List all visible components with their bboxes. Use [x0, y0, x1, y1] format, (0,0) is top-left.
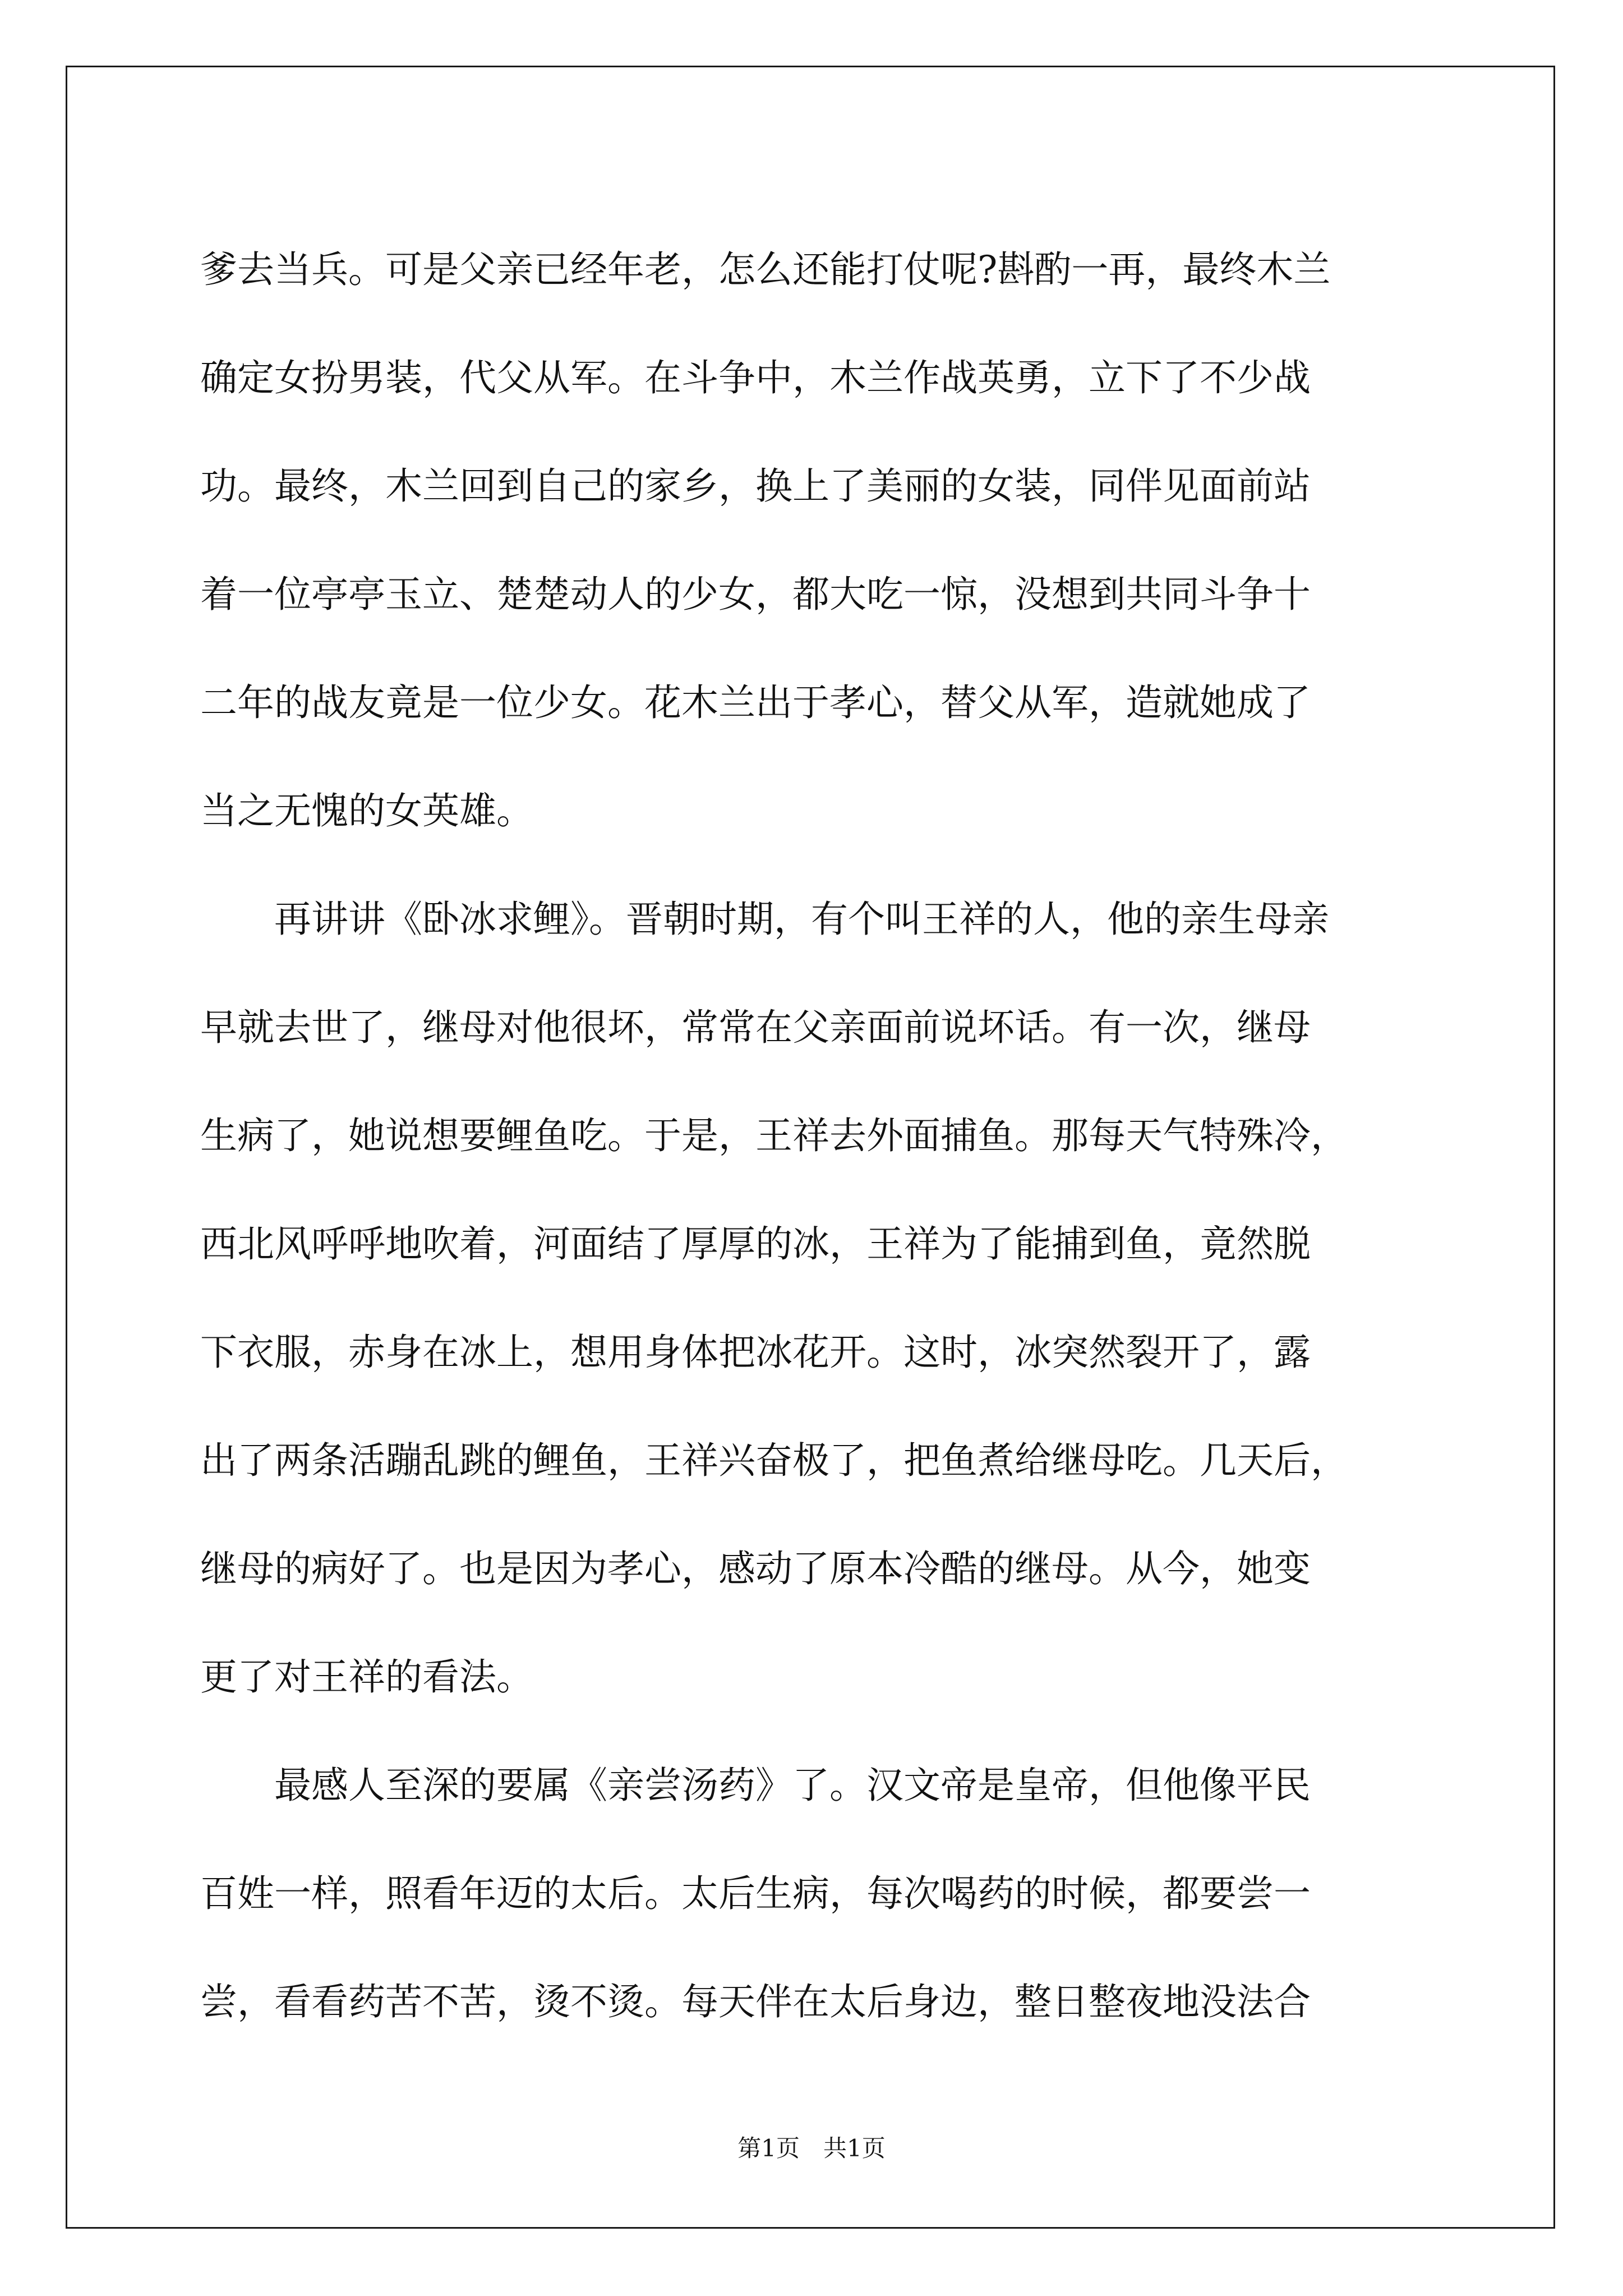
- text-line: 继母的病好了。也是因为孝心，感动了原本冷酷的继母。从今，她变: [200, 1547, 1311, 1590]
- text-line: 西北风呼呼地吹着，河面结了厚厚的冰，王祥为了能捕到鱼，竟然脱: [200, 1222, 1311, 1266]
- text-line: 当之无愧的女英雄。: [200, 789, 533, 832]
- document-body: [200, 215, 1434, 2056]
- text-line: 更了对王祥的看法。: [200, 1655, 533, 1699]
- text-line: 生病了，她说想要鲤鱼吃。于是，王祥去外面捕鱼。那每天气特殊冷，: [200, 1114, 1348, 1157]
- text-line: 尝，看看药苦不苦，烫不烫。每天伴在太后身边，整日整夜地没法合: [200, 1980, 1311, 2023]
- text-line: 着一位亭亭玉立、楚楚动人的少女，都大吃一惊，没想到共同斗争十: [200, 573, 1311, 616]
- page-number-footer: 第1页 共1页: [737, 2134, 886, 2162]
- text-line: 早就去世了，继母对他很坏，常常在父亲面前说坏话。有一次，继母: [200, 1006, 1311, 1049]
- text-line: 爹去当兵。可是父亲已经年老，怎么还能打仗呢?斟酌一再，最终木兰: [200, 248, 1331, 291]
- text-line: 确定女扮男装，代父从军。在斗争中，木兰作战英勇，立下了不少战: [200, 356, 1311, 399]
- text-line: 百姓一样，照看年迈的太后。太后生病，每次喝药的时候，都要尝一: [200, 1872, 1311, 1915]
- text-line: 出了两条活蹦乱跳的鲤鱼，王祥兴奋极了，把鱼煮给继母吃。几天后，: [200, 1439, 1348, 1482]
- text-line: 最感人至深的要属《亲尝汤药》了。汉文帝是皇帝，但他像平民: [200, 1764, 1311, 1807]
- text-line: 再讲讲《卧冰求鲤》。晋朝时期，有个叫王祥的人，他的亲生母亲: [200, 898, 1329, 941]
- text-line: 二年的战友竟是一位少女。花木兰出于孝心，替父从军，造就她成了: [200, 681, 1311, 724]
- text-line: 下衣服，赤身在冰上，想用身体把冰花开。这时，冰突然裂开了，露: [200, 1331, 1311, 1374]
- text-line: 功。最终，木兰回到自己的家乡，换上了美丽的女装，同伴见面前站: [200, 464, 1311, 508]
